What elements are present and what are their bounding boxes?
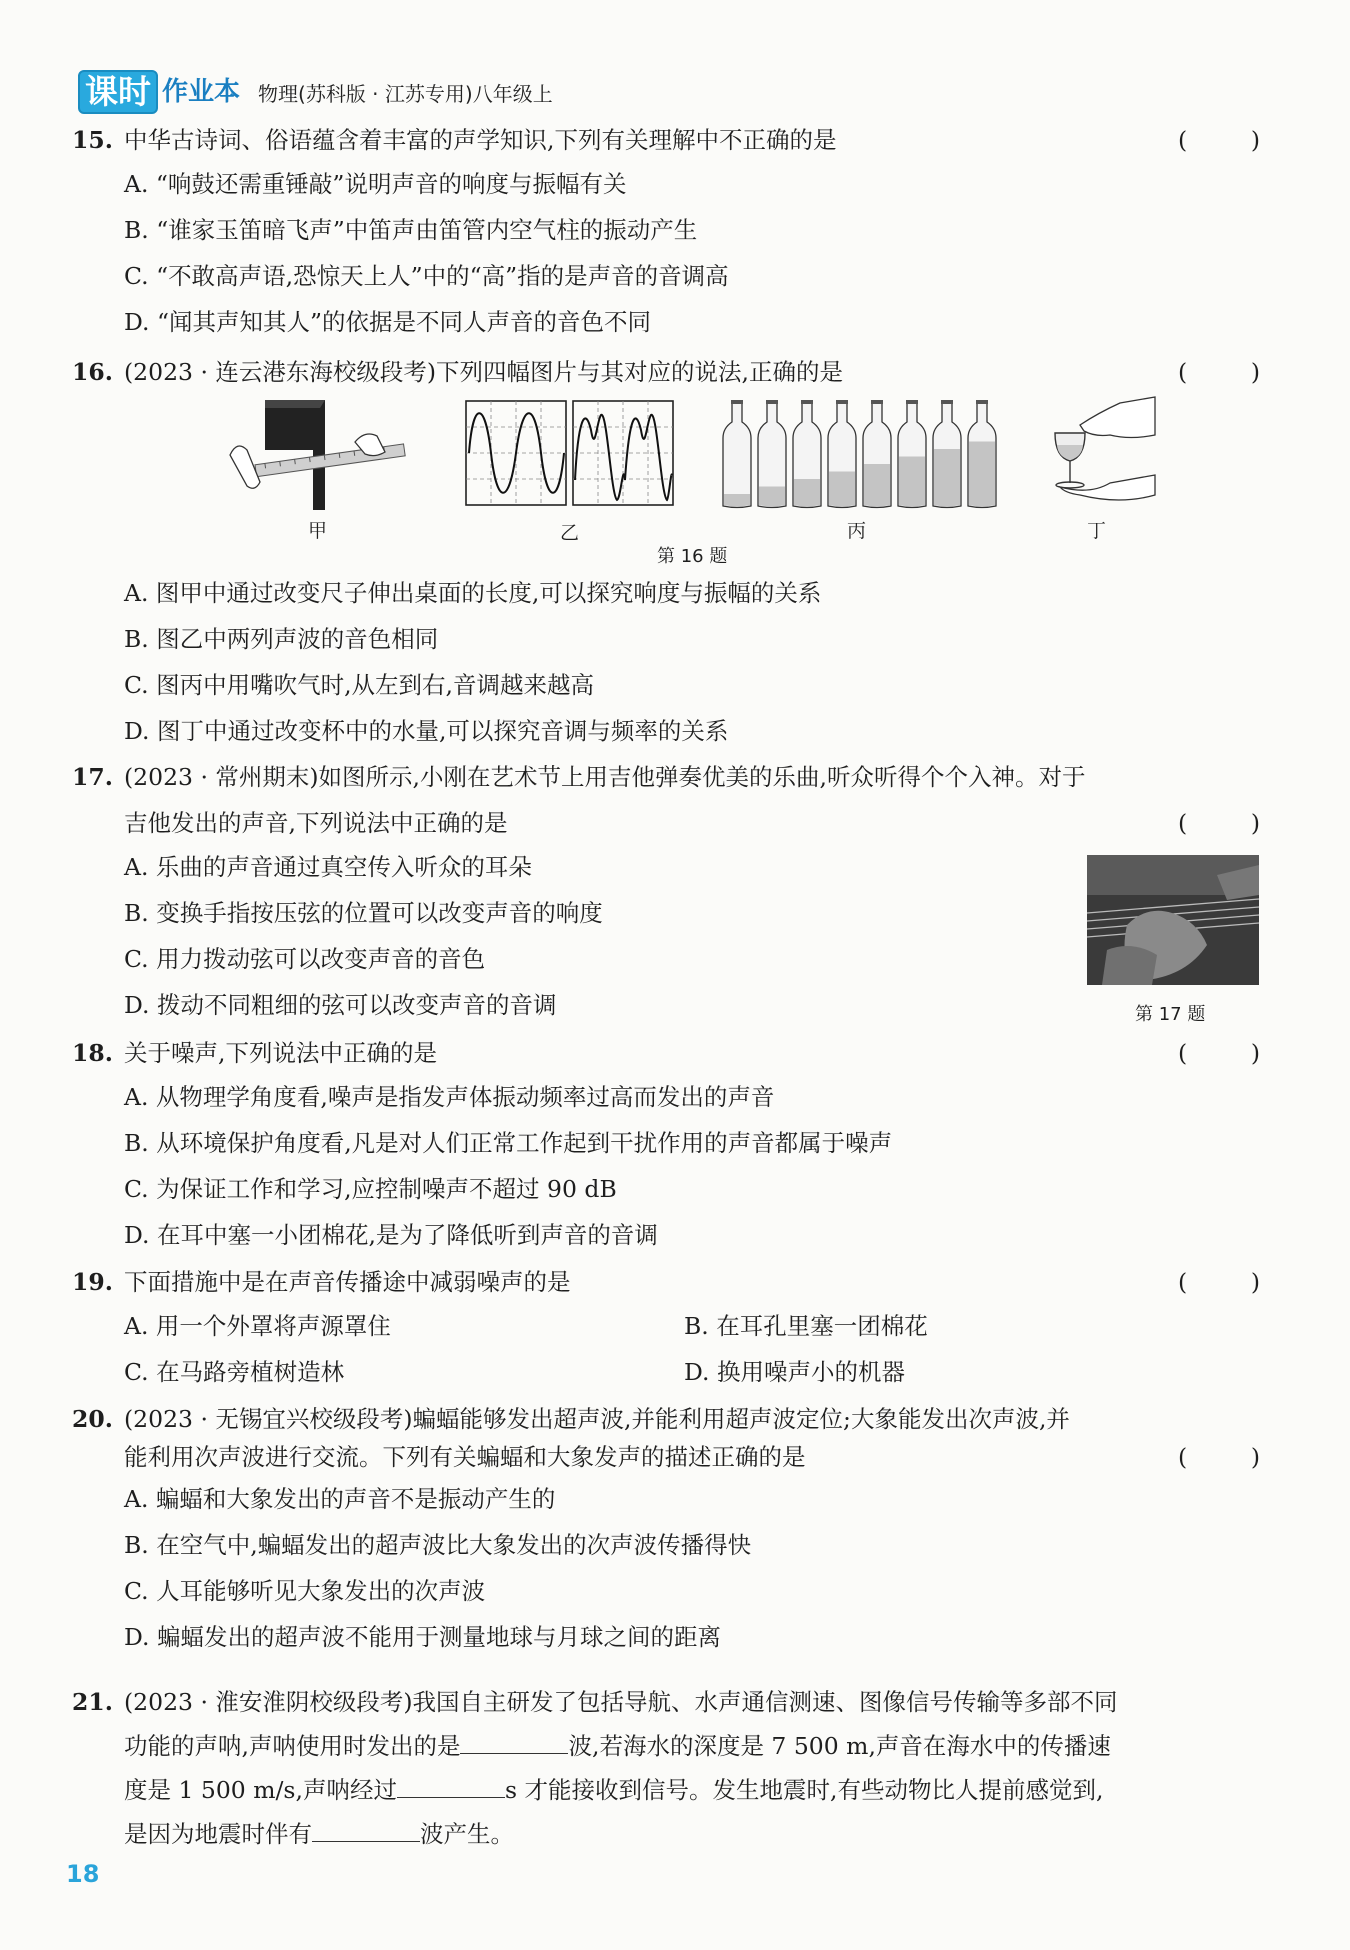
option-c: C. 在马路旁植树造林 xyxy=(124,1358,345,1386)
option-d: D. “闻其声知其人”的依据是不同人声音的音色不同 xyxy=(124,308,651,336)
bottles-illustration xyxy=(720,400,1005,510)
answer-blank-2[interactable] xyxy=(397,1771,505,1798)
question-16 xyxy=(72,355,1260,389)
question-stem-line1: (2023 · 无锡宜兴校级段考)蝙蝠能够发出超声波,并能利用超声波定位;大象能发出次声波,并 xyxy=(124,1405,1070,1433)
question-line3-b: s 才能接收到信号。发生地震时,有些动物比人提前感觉到, xyxy=(504,1776,1104,1804)
question-number: 20. xyxy=(72,1405,113,1433)
logo-part1: 课时 xyxy=(78,70,158,114)
figure-17-caption: 第 17 题 xyxy=(1135,1004,1206,1025)
question-16-options xyxy=(72,570,1260,754)
question-19 xyxy=(72,1265,1260,1395)
figure-16-caption: 第 16 题 xyxy=(657,546,728,567)
question-line4-a: 是因为地震时伴有 xyxy=(124,1820,312,1848)
logo-part2: 作业本 xyxy=(162,77,241,107)
fig-label-ding: 丁 xyxy=(1087,520,1107,542)
subject-title: 物理(苏科版 · 江苏专用)八年级上 xyxy=(258,82,553,106)
option-d: D. 图丁中通过改变杯中的水量,可以探究音调与频率的关系 xyxy=(124,717,729,745)
option-a: A. 从物理学角度看,噪声是指发声体振动频率过高而发出的声音 xyxy=(124,1083,775,1111)
question-17 xyxy=(72,760,1260,1028)
question-number: 18. xyxy=(72,1039,113,1067)
bottle xyxy=(968,400,996,508)
question-line1: (2023 · 淮安淮阴校级段考)我国自主研发了包括导航、水声通信测速、图像信号传输等多部不同 xyxy=(124,1688,1118,1716)
question-line2-b: 波,若海水的深度是 7 500 m,声音在海水中的传播速 xyxy=(568,1732,1111,1760)
question-20 xyxy=(72,1402,1260,1660)
question-stem: 中华古诗词、俗语蕴含着丰富的声学知识,下列有关理解中不正确的是 xyxy=(124,126,837,154)
option-c: C. 为保证工作和学习,应控制噪声不超过 90 dB xyxy=(124,1175,617,1203)
option-b: B. 在空气中,蝙蝠发出的超声波比大象发出的次声波传播得快 xyxy=(124,1531,752,1559)
option-c: C. 图丙中用嘴吹气时,从左到右,音调越来越高 xyxy=(124,671,595,699)
question-line4-b: 波产生。 xyxy=(420,1820,514,1848)
option-d: D. 在耳中塞一小团棉花,是为了降低听到声音的音调 xyxy=(124,1221,658,1249)
bottle xyxy=(933,400,961,508)
guitar-photo xyxy=(1087,855,1259,985)
bottle xyxy=(898,400,926,508)
answer-bracket[interactable]: ( ) xyxy=(1178,1268,1260,1296)
option-c: C. “不敢高声语,恐惊天上人”中的“高”指的是声音的音调高 xyxy=(124,262,729,290)
question-stem: 关于噪声,下列说法中正确的是 xyxy=(124,1039,437,1067)
question-15 xyxy=(72,123,1260,345)
fig-label-bing: 丙 xyxy=(847,520,867,542)
question-number: 15. xyxy=(72,126,113,154)
wine-glass-illustration xyxy=(1040,395,1160,507)
answer-blank-3[interactable] xyxy=(312,1815,420,1842)
ruler-desk-illustration xyxy=(225,400,415,510)
answer-bracket[interactable]: ( ) xyxy=(1178,1039,1260,1067)
question-stem-line2: 吉他发出的声音,下列说法中正确的是 xyxy=(124,809,508,837)
question-number: 21. xyxy=(72,1688,113,1716)
answer-blank-1[interactable] xyxy=(460,1727,568,1754)
answer-bracket[interactable]: ( ) xyxy=(1178,1443,1260,1471)
bottle xyxy=(828,400,856,508)
question-stem-line2: 能利用次声波进行交流。下列有关蝙蝠和大象发声的描述正确的是 xyxy=(124,1443,806,1471)
option-c: C. 人耳能够听见大象发出的次声波 xyxy=(124,1577,486,1605)
question-stem: 下面措施中是在声音传播途中减弱噪声的是 xyxy=(124,1268,571,1296)
option-b: B. “谁家玉笛暗飞声”中笛声由笛管内空气柱的振动产生 xyxy=(124,216,698,244)
bottle xyxy=(758,400,786,508)
figure-16 xyxy=(225,400,1165,570)
fig-label-jia: 甲 xyxy=(308,520,328,542)
fig-label-yi: 乙 xyxy=(560,522,580,544)
bottle xyxy=(793,400,821,508)
option-d: D. 拨动不同粗细的弦可以改变声音的音调 xyxy=(124,991,557,1019)
brand-logo xyxy=(78,70,240,114)
bottle xyxy=(863,400,891,508)
option-b: B. 变换手指按压弦的位置可以改变声音的响度 xyxy=(124,899,603,927)
question-21 xyxy=(72,1680,1260,1856)
question-stem: (2023 · 连云港东海校级段考)下列四幅图片与其对应的说法,正确的是 xyxy=(124,358,844,386)
page-number: 18 xyxy=(66,1860,100,1888)
question-line2-a: 功能的声呐,声呐使用时发出的是 xyxy=(124,1732,461,1760)
option-b: B. 图乙中两列声波的音色相同 xyxy=(124,625,439,653)
answer-bracket[interactable]: ( ) xyxy=(1178,809,1260,837)
option-b: B. 在耳孔里塞一团棉花 xyxy=(684,1312,928,1340)
bottle xyxy=(723,400,751,508)
page-header xyxy=(78,70,553,114)
answer-bracket[interactable]: ( ) xyxy=(1178,126,1260,154)
option-a: A. 蝙蝠和大象发出的声音不是振动产生的 xyxy=(124,1485,556,1513)
option-c: C. 用力拨动弦可以改变声音的音色 xyxy=(124,945,486,973)
question-number: 19. xyxy=(72,1268,113,1296)
option-d: D. 蝙蝠发出的超声波不能用于测量地球与月球之间的距离 xyxy=(124,1623,721,1651)
option-a: A. 用一个外罩将声源罩住 xyxy=(124,1312,391,1340)
option-a: A. 图甲中通过改变尺子伸出桌面的长度,可以探究响度与振幅的关系 xyxy=(124,579,822,607)
option-d: D. 换用噪声小的机器 xyxy=(684,1358,905,1386)
option-a: A. “响鼓还需重锤敲”说明声音的响度与振幅有关 xyxy=(124,170,627,198)
question-number: 16. xyxy=(72,358,113,386)
option-a: A. 乐曲的声音通过真空传入听众的耳朵 xyxy=(124,853,532,881)
question-line3-a: 度是 1 500 m/s,声呐经过 xyxy=(124,1776,397,1804)
question-stem-line1: (2023 · 常州期末)如图所示,小刚在艺术节上用吉他弹奏优美的乐曲,听众听得个个入神。对于 xyxy=(124,763,1086,791)
option-b: B. 从环境保护角度看,凡是对人们正常工作起到干扰作用的声音都属于噪声 xyxy=(124,1129,893,1157)
question-number: 17. xyxy=(72,763,113,791)
sound-wave-graphs xyxy=(465,400,675,508)
answer-bracket[interactable]: ( ) xyxy=(1178,358,1260,386)
question-18 xyxy=(72,1036,1260,1258)
